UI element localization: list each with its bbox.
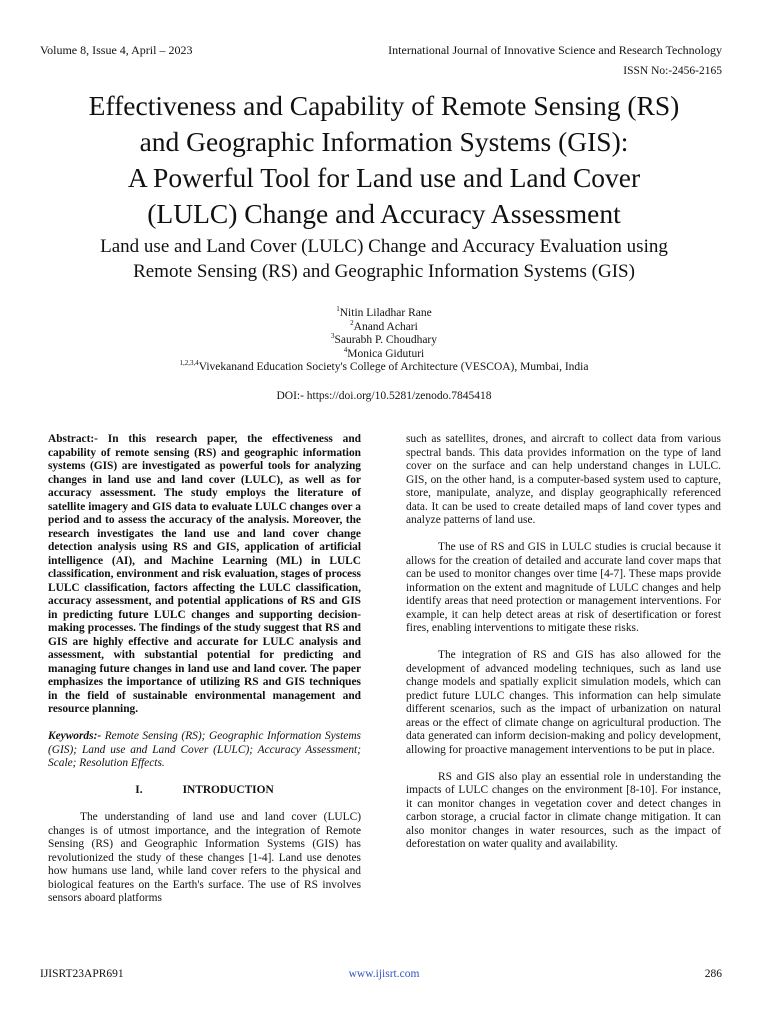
volume-info: Volume 8, Issue 4, April – 2023 — [40, 43, 193, 57]
journal-website-link[interactable]: www.ijisrt.com — [348, 968, 420, 980]
paper-id: IJISRT23APR691 — [40, 968, 124, 980]
doi-link[interactable]: DOI:- https://doi.org/10.5281/zenodo.7845418 — [276, 390, 492, 402]
section-heading: I. INTRODUCTION — [135, 784, 274, 796]
body-paragraph: such as satellites, drones, and aircraft to collect data from various spectral bands. This data provides information on the type of land cover on the surface and can help understand changes in LULC. GIS, on the other hand, is a computer-based system used to capture, store, manipulate, analyze, and display geographically referenced data. It can be used to create detailed maps of land cover types and analyze patterns of land use. — [406, 433, 721, 526]
page-number: 286 — [704, 968, 722, 980]
title-line: Effectiveness and Capability of Remote Sensing (RS) — [88, 90, 680, 121]
left-column — [48, 433, 361, 906]
author: $^1$Nitin Liladhar Rane — [336, 305, 432, 319]
body-paragraph: The use of RS and GIS in LULC studies is crucial because it allows for the creation of detailed and accurate land cover maps that can be used to monitor changes over time [4-7]. These maps provide information on the extent and magnitude of LULC changes and help identify areas that need protection or management interventions. For example, it can help detect areas at risk of desertification or forest fires, enabling interventions to mitigate these risks. — [406, 541, 721, 634]
author-list — [40, 307, 728, 375]
keywords: Keywords:- Remote Sensing (RS); Geographic Information Systems (GIS); Land use and Land Cover (LULC); Accuracy Assessment; Scale; Resolution Effects. — [48, 730, 361, 769]
body-paragraph: RS and GIS also play an essential role in understanding the impacts of LULC changes on the environment [8-10]. For instance, it can monitor changes in vegetation cover and detect changes in carbon storage, a crucial factor in climate change mitigation. It can also monitor changes in water resources, such as the impact of deforestation on water quality and availability. — [406, 770, 721, 850]
paper-subtitle — [40, 234, 728, 284]
right-column — [406, 433, 721, 852]
author: $^3$Saurabh P. Choudhary — [330, 332, 438, 346]
abstract: Abstract:- In this research paper, the effectiveness and capability of remote sensing (RS) and geographic information systems (GIS) are investigated as powerful tools for analyzing changes in land use and land cover (LULC), as well as for accuracy assessment. The study employs the literature of satellite imagery and GIS data to evaluate LULC changes over a period and to assess the accuracy of the analysis. Moreover, the research investigates the land use and land cover change detection analysis using RS and GIS, application of artificial intelligence (AI), and Machine Learning (ML) in LULC classification, environment and risk evaluation, stages of process LULC classification, factors affecting the LULC classification, accuracy assessment, and potential applications of RS and GIS in predicting future LULC changes and supporting decision-making processes. The findings of the study suggest that RS and GIS are highly effective and accurate for LULC analysis and assessment, with substantial potential for predicting and managing future changes in land use and land cover. The paper emphasizes the importance of utilizing RS and GIS techniques in the field of sustainable environmental management and resource planning. — [48, 433, 361, 715]
subtitle-line: Remote Sensing (RS) and Geographic Information Systems (GIS) — [133, 261, 635, 282]
title-line: and Geographic Information Systems (GIS): — [139, 126, 629, 157]
intro-paragraph: The understanding of land use and land cover (LULC) changes is of utmost importance, and the integration of Remote Sensing (RS) and Geographic Information Systems (GIS) has revolutionized the study of these changes [1-4]. Land use denotes how humans use land, while land cover refers to the physical and biological features on the Earth's surface. The use of RS involves sensors aboard platforms — [48, 811, 361, 904]
subtitle-line: Land use and Land Cover (LULC) Change and Accuracy Evaluation using — [100, 236, 668, 257]
author: $^4$Monica Giduturi — [343, 345, 425, 360]
body-paragraph: The integration of RS and GIS has also allowed for the development of advanced modeling techniques, such as land use change models and spatially explicit simulation models, which can predict future LULC changes. This information can help simulate different scenarios, such as the impact of urbanization on natural areas or the effect of climate change on agricultural production. The data generated can inform decision-making and policy development, allowing for proactive management interventions to be put in place. — [406, 649, 721, 756]
title-line: A Powerful Tool for Land use and Land Cover — [127, 162, 641, 193]
paper-title — [30, 88, 738, 232]
affiliation: $^{1,2,3,4}$Vivekanand Education Society's College of Architecture (VESCOA), Mumbai, India — [179, 359, 589, 373]
title-line: (LULC) Change and Accuracy Assessment — [147, 198, 621, 229]
issn: ISSN No:-2456-2165 — [623, 65, 722, 77]
journal-name: International Journal of Innovative Science and Research Technology — [388, 43, 722, 57]
author: $^2$Anand Achari — [350, 318, 418, 333]
